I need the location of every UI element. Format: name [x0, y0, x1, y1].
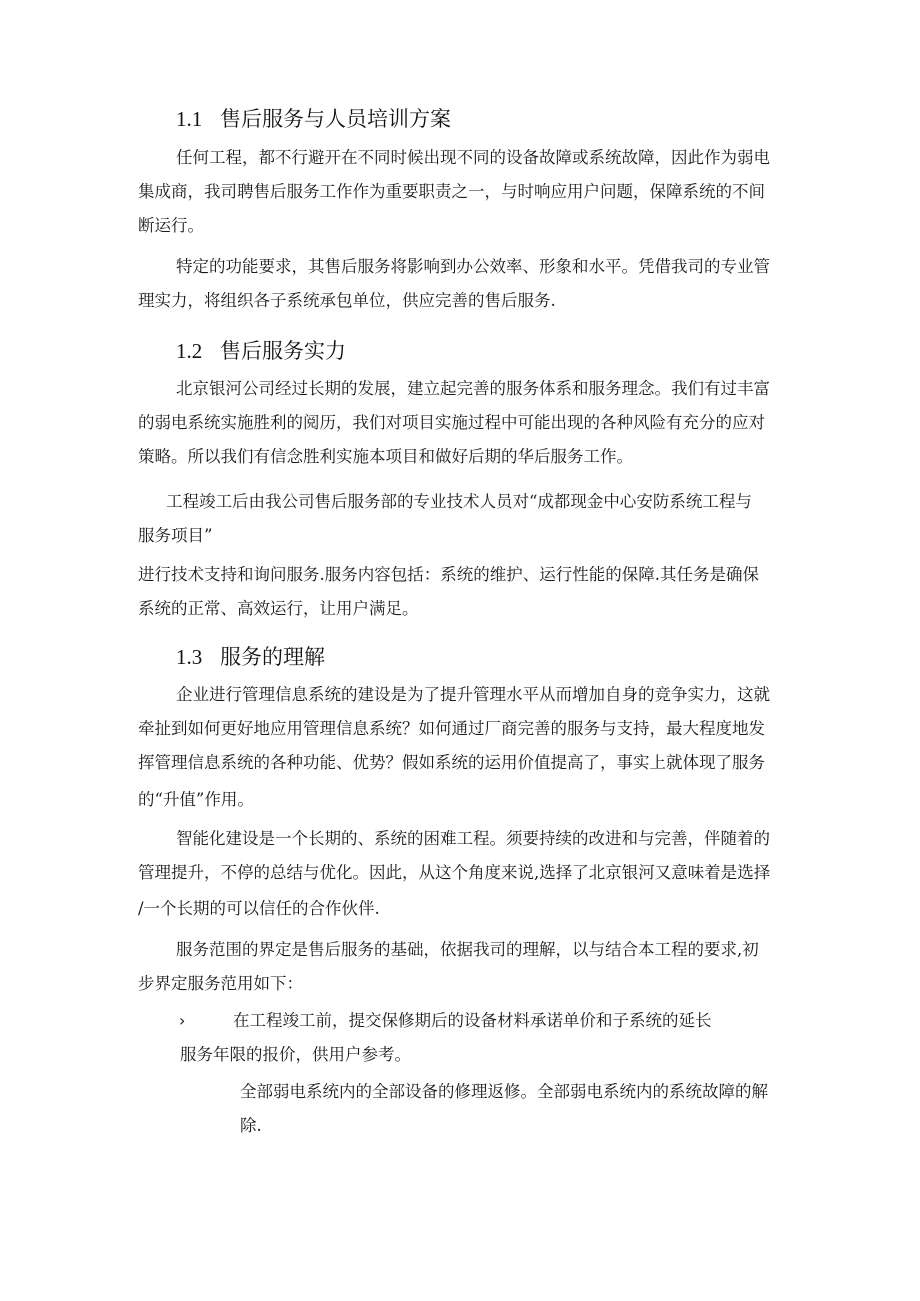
bullet-marker: ›: [179, 1011, 186, 1030]
bullet-line: 服务年限的报价，供用户参考。: [180, 1045, 411, 1064]
section-number: 1.1: [176, 107, 203, 131]
section-title: 售后服务实力: [220, 339, 346, 363]
bullet-line: 在工程竣工前，提交保修期后的设备材料承诺单价和子系统的延长: [233, 1011, 712, 1030]
paragraph-line: 服务项目”: [138, 526, 213, 545]
paragraph-line: 策略。所以我们有信念胜利实施本项目和做好后期的华后服务工作。: [138, 447, 633, 466]
section-title: 售后服务与人员培训方案: [220, 107, 451, 131]
paragraph-line: 断运行。: [138, 216, 204, 235]
paragraph-line: 工程竣工后由我公司售后服务部的专业技术人员对“成都现金中心安防系统工程与: [166, 492, 752, 511]
paragraph-line: 的弱电系统实施胜利的阅历，我们对项目实施过程中可能出现的各种风险有充分的应对: [138, 413, 765, 432]
paragraph-line: 任何工程，都不行避开在不同时候出现不同的设备故障或系统故障，因此作为弱电: [176, 148, 770, 167]
paragraph-line: 管理提升，不停的总结与优化。因此，从这个角度来说,选择了北京银河又意味着是选择: [138, 863, 771, 882]
paragraph-line: 特定的功能要求，其售后服务将影响到办公效率、形象和水平。凭借我司的专业管: [176, 257, 770, 276]
section-number: 1.3: [176, 645, 203, 669]
section-number: 1.2: [176, 339, 203, 363]
paragraph-line: 进行技术支持和询问服务.服务内容包括：系统的维护、运行性能的保障.其任务是确保: [138, 565, 759, 584]
paragraph-line: 企业进行管理信息系统的建设是为了提升管理水平从而增加自身的竞争实力，这就: [176, 685, 770, 704]
paragraph-line: 理实力，将组织各子系统承包单位，供应完善的售后服务.: [138, 291, 556, 310]
paragraph-line: 挥管理信息系统的各种功能、优势？假如系统的运用价值提高了，事实上就体现了服务: [138, 753, 765, 772]
sub-paragraph-line: 除.: [240, 1116, 262, 1135]
paragraph-line: 牵扯到如何更好地应用管理信息系统？如何通过厂商完善的服务与支持，最大程度地发: [138, 719, 765, 738]
section-heading-1-1: [176, 104, 451, 134]
paragraph-line: /一个长期的可以信任的合作伙伴.: [138, 899, 380, 918]
paragraph-line: 北京银河公司经过长期的发展，建立起完善的服务体系和服务理念。我们有过丰富: [176, 379, 770, 398]
section-heading-1-2: [176, 336, 346, 366]
paragraph-line: 步界定服务范用如下：: [138, 974, 303, 993]
section-heading-1-3: [176, 642, 325, 672]
paragraph-line: 智能化建设是一个长期的、系统的困难工程。须要持续的改进和与完善，伴随着的: [176, 829, 770, 848]
paragraph-line: 的“升值”作用。: [138, 790, 254, 809]
sub-paragraph-line: 全部弱电系统内的全部设备的修理返修。全部弱电系统内的系统故障的解: [240, 1082, 768, 1101]
paragraph-line: 系统的正常、高效运行，让用户满足。: [138, 599, 419, 618]
paragraph-line: 集成商，我司聘售后服务工作作为重要职责之一，与时响应用户问题，保障系统的不间: [138, 182, 765, 201]
section-title: 服务的理解: [220, 645, 325, 669]
paragraph-line: 服务范围的界定是售后服务的基础，依据我司的理解，以与结合本工程的要求,初: [176, 940, 759, 959]
